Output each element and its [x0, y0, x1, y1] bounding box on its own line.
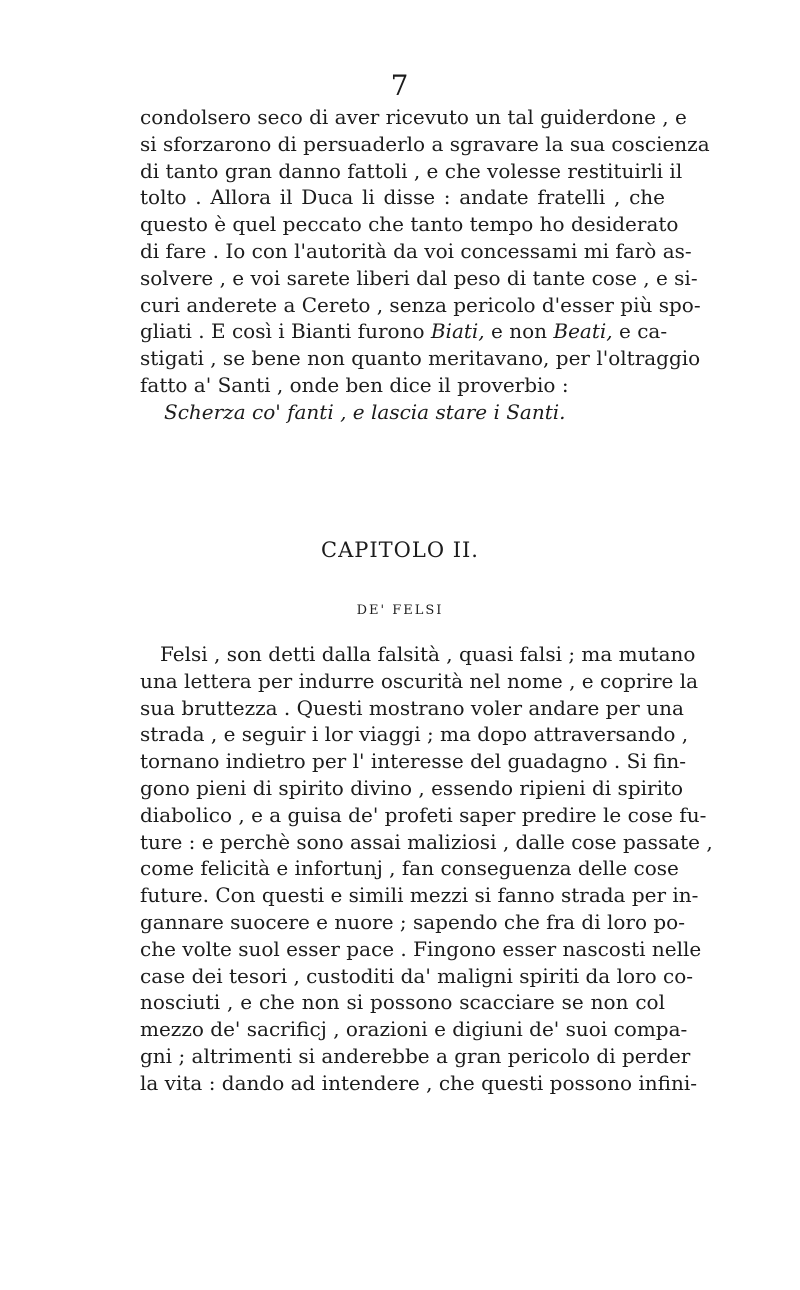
- text-line: gni ; altrimenti si anderebbe a gran pericolo di perder: [140, 1043, 691, 1068]
- text-line: nosciuti , e che non si possono scacciare se non col: [140, 990, 665, 1015]
- text-line: mezzo de' sacrificj , orazioni e digiuni de' suoi compa-: [140, 1017, 688, 1042]
- italic-word-biati: Biati,: [430, 319, 485, 344]
- text-line: di tanto gran danno fattoli , e che volesse restituirli il: [140, 158, 683, 183]
- text-line: sua bruttezza . Questi mostrano voler andare per una: [140, 695, 684, 720]
- text-line: si sforzarono di persuaderlo a sgravare la sua coscienza: [140, 131, 710, 156]
- text-line: strada , e seguir i lor viaggi ; ma dopo attraversando ,: [140, 722, 689, 747]
- text-line: stigati , se bene non quanto meritavano, per l'oltraggio: [140, 346, 701, 371]
- text-line: che volte suol esser pace . Fingono esser nascosti nelle: [140, 936, 702, 961]
- text-run: e non: [484, 319, 554, 344]
- italic-word-beati: Beati,: [553, 319, 613, 344]
- paragraph-felsi: [140, 641, 713, 1097]
- text-line: diabolico , e a guisa de' profeti saper predire le cose fu-: [140, 802, 707, 827]
- text-line: Felsi , son detti dalla falsità , quasi falsi ; ma mutano: [160, 642, 696, 666]
- text-run: gliati . E così i Bianti furono: [140, 319, 431, 344]
- text-line: condolsero seco di aver ricevuto un tal guiderdone , e: [140, 105, 687, 129]
- chapter-subtitle: DE' FELSI: [356, 603, 444, 618]
- text-line: gannare suocere e nuore ; sapendo che fra di loro po-: [140, 909, 685, 934]
- text-line-mixed: [140, 318, 668, 345]
- proverb-line: Scherza co' fanti , e lascia stare i Santi.: [164, 399, 566, 424]
- paragraph-condolsero: [140, 104, 710, 426]
- text-line: curi anderete a Cereto , senza pericolo d'esser più spo-: [140, 292, 701, 317]
- text-line: fatto a' Santi , onde ben dice il proverbio :: [140, 372, 569, 397]
- text-line: la vita : dando ad intendere , che questi possono infini-: [140, 1070, 698, 1095]
- text-line: future. Con questi e simili mezzi si fanno strada per in-: [140, 883, 699, 908]
- text-line: tolto . Allora il Duca li disse : andate fratelli , che: [140, 185, 665, 210]
- text-line: gono pieni di spirito divino , essendo ripieni di spirito: [140, 775, 684, 800]
- text-line: tornano indietro per l' interesse del guadagno . Si fin-: [140, 749, 687, 774]
- text-line: ture : e perchè sono assai maliziosi , dalle cose passate ,: [140, 829, 713, 854]
- text-line: questo è quel peccato che tanto tempo ho desiderato: [140, 212, 679, 237]
- text-line: come felicità e infortunj , fan conseguenza delle cose: [140, 856, 679, 881]
- text-run: e ca-: [612, 319, 668, 344]
- text-line: una lettera per indurre oscurità nel nome , e coprire la: [140, 668, 699, 693]
- text-line: di fare . Io con l'autorità da voi concessami mi farò as-: [140, 238, 692, 263]
- text-line: solvere , e voi sarete liberi dal peso di tante cose , e si-: [140, 265, 698, 290]
- text-line: case dei tesori , custoditi da' maligni spiriti da loro co-: [140, 963, 693, 988]
- chapter-title: CAPITOLO II.: [321, 538, 479, 562]
- page-number: 7: [390, 69, 410, 102]
